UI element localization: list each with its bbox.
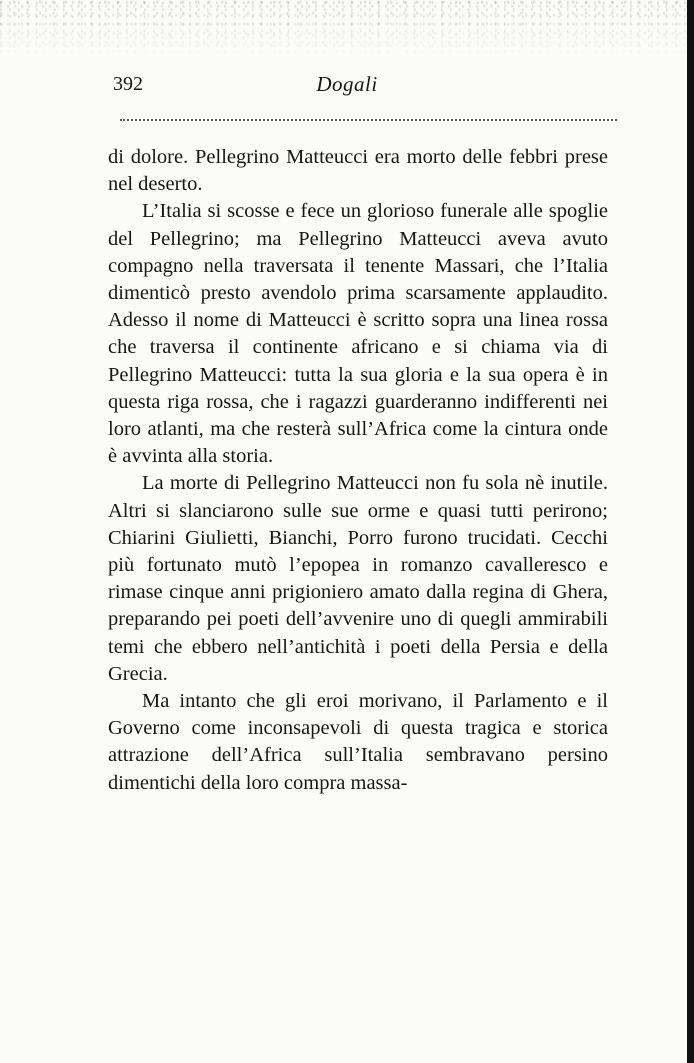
page-noise bbox=[0, 0, 694, 60]
paragraph: Ma intanto che gli eroi morivano, il Parlamento e il Governo come inconsapevoli di questa tragica e storica attrazione dell’Africa sull’Italia sembravano persino dimentichi della loro compra massa- bbox=[108, 690, 608, 794]
header-rule bbox=[120, 119, 617, 121]
body-text bbox=[108, 144, 608, 797]
running-title: Dogali bbox=[316, 72, 378, 96]
page-edge-shadow bbox=[687, 0, 694, 1063]
paragraph: L’Italia si scosse e fece un glorioso funerale alle spoglie del Pellegrino; ma Pellegrino Matteucci aveva avuto compagno nella traversata il tenente Massari, che l’Italia dimenticò presto avendolo prima scarsamente applaudito. Adesso il nome di Matteucci è scritto sopra una linea rossa che traversa il continente africano e si chiama via di Pellegrino Matteucci: tutta la sua gloria e la sua opera è in questa riga rossa, che i ragazzi guarderanno indifferenti nei loro atlanti, ma che resterà sull’Africa come la cintura onde è avvinta alla storia. bbox=[108, 200, 608, 468]
page-number: 392 bbox=[113, 73, 143, 95]
paragraph: di dolore. Pellegrino Matteucci era morto delle febbri prese nel deserto. bbox=[108, 146, 608, 196]
paragraph: La morte di Pellegrino Matteucci non fu sola nè inutile. Altri si slanciarono sulle sue orme e quasi tutti perirono; Chiarini Giulietti, Bianchi, Porro furono trucidati. Cecchi più fortunato mutò l’epopea in romanzo cavalleresco e rimase cinque anni prigioniero amato dalla regina di Ghera, preparando pei poeti dell’avvenire uno di quegli ammirabili temi che ebbero nell’antichità i poeti della Persia e della Grecia. bbox=[108, 472, 608, 685]
